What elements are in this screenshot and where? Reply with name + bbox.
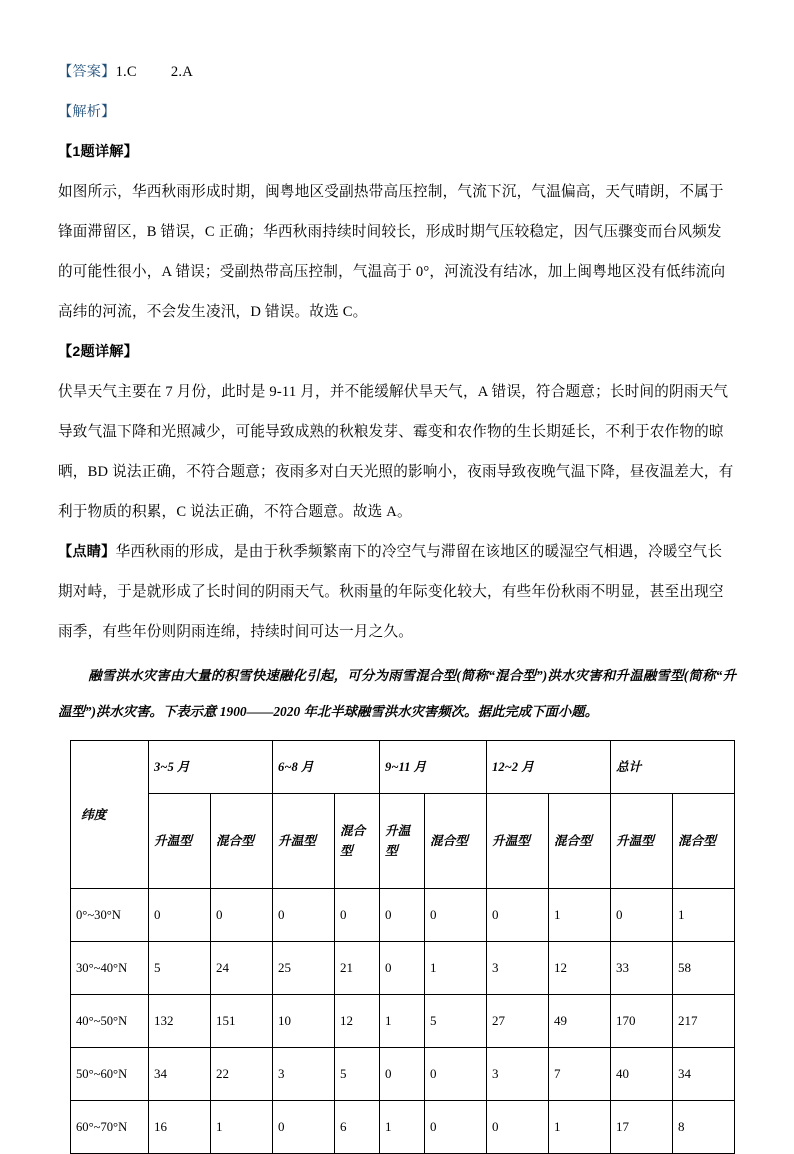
- table-body: [71, 889, 735, 1154]
- section-3-text: 华西秋雨的形成，是由于秋季频繁南下的冷空气与滞留在该地区的暖湿空气相遇，冷暖空气长期对峙，于是就形成了长时间的阴雨天气。秋雨量的年际变化较大，有些年份秋雨不明显，甚至出现空雨季，有些年份则阴雨连绵，持续时间可达一月之久。: [58, 544, 724, 640]
- table-cell: 0: [425, 1048, 487, 1101]
- section-2-paragraph: 伏旱天气主要在 7 月份，此时是 9-11 月，并不能缓解伏旱天气，A 错误，符合题意；长时间的阴雨天气导致气温下降和光照减少，可能导致成熟的秋粮发芽、霉变和农作物的生长期延长，不利于农作物的晾晒，BD 说法正确，不符合题意；夜雨多对白天光照的影响小，夜雨导致夜晚气温下降，昼夜温差大，有利于物质的积累，C 说法正确，不符合题意。故选 A。: [58, 384, 734, 520]
- table-cell: 0: [380, 889, 425, 942]
- table-row-label: 30°~40°N: [71, 942, 149, 995]
- table-container: [70, 740, 721, 1154]
- table-cell: 0: [273, 889, 335, 942]
- table-cell: 0: [380, 1048, 425, 1101]
- table-cell: 5: [149, 942, 211, 995]
- section-2-marker: 【2题详解】: [58, 344, 139, 360]
- table-cell: 34: [673, 1048, 735, 1101]
- table-cell: 25: [273, 942, 335, 995]
- table-row: [71, 942, 735, 995]
- table-cell: 3: [487, 942, 549, 995]
- table-cell: 1: [673, 889, 735, 942]
- table-cell: 5: [425, 995, 487, 1048]
- table-cell: 40: [611, 1048, 673, 1101]
- answer-1-choice: C: [126, 64, 137, 80]
- table-cell: 1: [380, 1101, 425, 1154]
- table-cell: 3: [487, 1048, 549, 1101]
- table-cell: 12: [335, 995, 380, 1048]
- section-3-paragraph: [58, 532, 736, 652]
- table-cell: 132: [149, 995, 211, 1048]
- section-1-marker: 【1题详解】: [58, 144, 139, 160]
- table-cell: 24: [211, 942, 273, 995]
- section-1-heading: [58, 132, 736, 172]
- section-2-heading: [58, 332, 736, 372]
- table-cell: 33: [611, 942, 673, 995]
- answer-line: [58, 52, 736, 92]
- table-cell: 22: [211, 1048, 273, 1101]
- table-row: [71, 1101, 735, 1154]
- table-cell: 34: [149, 1048, 211, 1101]
- section-3-marker: 【点睛】: [58, 544, 116, 560]
- table-row-label: 60°~70°N: [71, 1101, 149, 1154]
- analysis-line: [58, 92, 736, 132]
- table-cell: 217: [673, 995, 735, 1048]
- table-row: [71, 995, 735, 1048]
- table-subheader-mixed-total: 混合型: [673, 794, 735, 889]
- answer-2-num: 2.: [170, 64, 183, 80]
- table-cell: 8: [673, 1101, 735, 1154]
- table-cell: 17: [611, 1101, 673, 1154]
- table-cell: 5: [335, 1048, 380, 1101]
- answer-2-choice: A: [182, 64, 193, 80]
- table-group-sep-nov: 9~11 月: [380, 741, 487, 794]
- table-group-jun-aug: 6~8 月: [273, 741, 380, 794]
- table-cell: 0: [611, 889, 673, 942]
- table-cell: 0: [273, 1101, 335, 1154]
- table-subheader-mixed-sep-nov: 混合型: [425, 794, 487, 889]
- table-row: [71, 1048, 735, 1101]
- table-cell: 0: [335, 889, 380, 942]
- table-subheader-warming-sep-nov: 升温型: [380, 794, 425, 889]
- table-cell: 16: [149, 1101, 211, 1154]
- table-subheader-mixed-dec-feb: 混合型: [549, 794, 611, 889]
- answer-1-num: 1.: [115, 64, 127, 80]
- table-cell: 1: [380, 995, 425, 1048]
- table-cell: 6: [335, 1101, 380, 1154]
- table-cell: 3: [273, 1048, 335, 1101]
- table-subheader-mixed-jun-aug: 混合型: [335, 794, 380, 889]
- table-cell: 0: [211, 889, 273, 942]
- table-cell: 10: [273, 995, 335, 1048]
- table-subheader-warming-jun-aug: 升温型: [273, 794, 335, 889]
- table-cell: 170: [611, 995, 673, 1048]
- stem-text: 融雪洪水灾害由大量的积雪快速融化引起，可分为雨雪混合型(简称“混合型”)洪水灾害和升温融雪型(简称“升温型”)洪水灾害。下表示意 1900——2020 年北半球融雪洪水灾害频次。据此完成下面小题。: [58, 668, 736, 719]
- section-1-paragraph: 如图所示，华西秋雨形成时期，闽粤地区受副热带高压控制，气流下沉，气温偏高，天气晴朗，不属于锋面滞留区，B 错误，C 正确；华西秋雨持续时间较长，形成时期气压较稳定，因气压骤变而台风频发的可能性很小，A 错误；受副热带高压控制，气温高于 0°，河流没有结冰，加上闽粤地区没有低纬流向高纬的河流，不会发生凌汛，D 错误。故选 C。: [58, 184, 726, 320]
- table-group-total: 总计: [611, 741, 735, 794]
- table-subheader-mixed-mar-may: 混合型: [211, 794, 273, 889]
- table-cell: 0: [425, 889, 487, 942]
- analysis-marker: 【解析】: [58, 104, 116, 120]
- table-subheader-warming-mar-may: 升温型: [149, 794, 211, 889]
- table-head: [71, 741, 735, 889]
- table-cell: 58: [673, 942, 735, 995]
- table-row: [71, 889, 735, 942]
- table-corner-latitude: 纬度: [71, 741, 149, 889]
- table-cell: 0: [487, 1101, 549, 1154]
- table-row-label: 0°~30°N: [71, 889, 149, 942]
- table-subheader-warming-dec-feb: 升温型: [487, 794, 549, 889]
- table-cell: 151: [211, 995, 273, 1048]
- table-cell: 1: [211, 1101, 273, 1154]
- table-group-mar-may: 3~5 月: [149, 741, 273, 794]
- table-cell: 0: [380, 942, 425, 995]
- table-subheader-warming-total: 升温型: [611, 794, 673, 889]
- table-row-label: 40°~50°N: [71, 995, 149, 1048]
- table-cell: 0: [425, 1101, 487, 1154]
- table-cell: 12: [549, 942, 611, 995]
- table-cell: 1: [549, 889, 611, 942]
- table-row-label: 50°~60°N: [71, 1048, 149, 1101]
- table-cell: 0: [487, 889, 549, 942]
- table-group-dec-feb: 12~2 月: [487, 741, 611, 794]
- table-cell: 49: [549, 995, 611, 1048]
- table-group-header-row: [71, 741, 735, 794]
- table-cell: 0: [149, 889, 211, 942]
- snowmelt-flood-frequency-table: [70, 740, 735, 1154]
- table-cell: 27: [487, 995, 549, 1048]
- table-cell: 1: [425, 942, 487, 995]
- answer-marker: 【答案】: [58, 64, 116, 80]
- question-stem: [58, 658, 736, 730]
- table-cell: 1: [549, 1101, 611, 1154]
- table-subheader-row: [71, 794, 735, 889]
- table-cell: 7: [549, 1048, 611, 1101]
- table-cell: 21: [335, 942, 380, 995]
